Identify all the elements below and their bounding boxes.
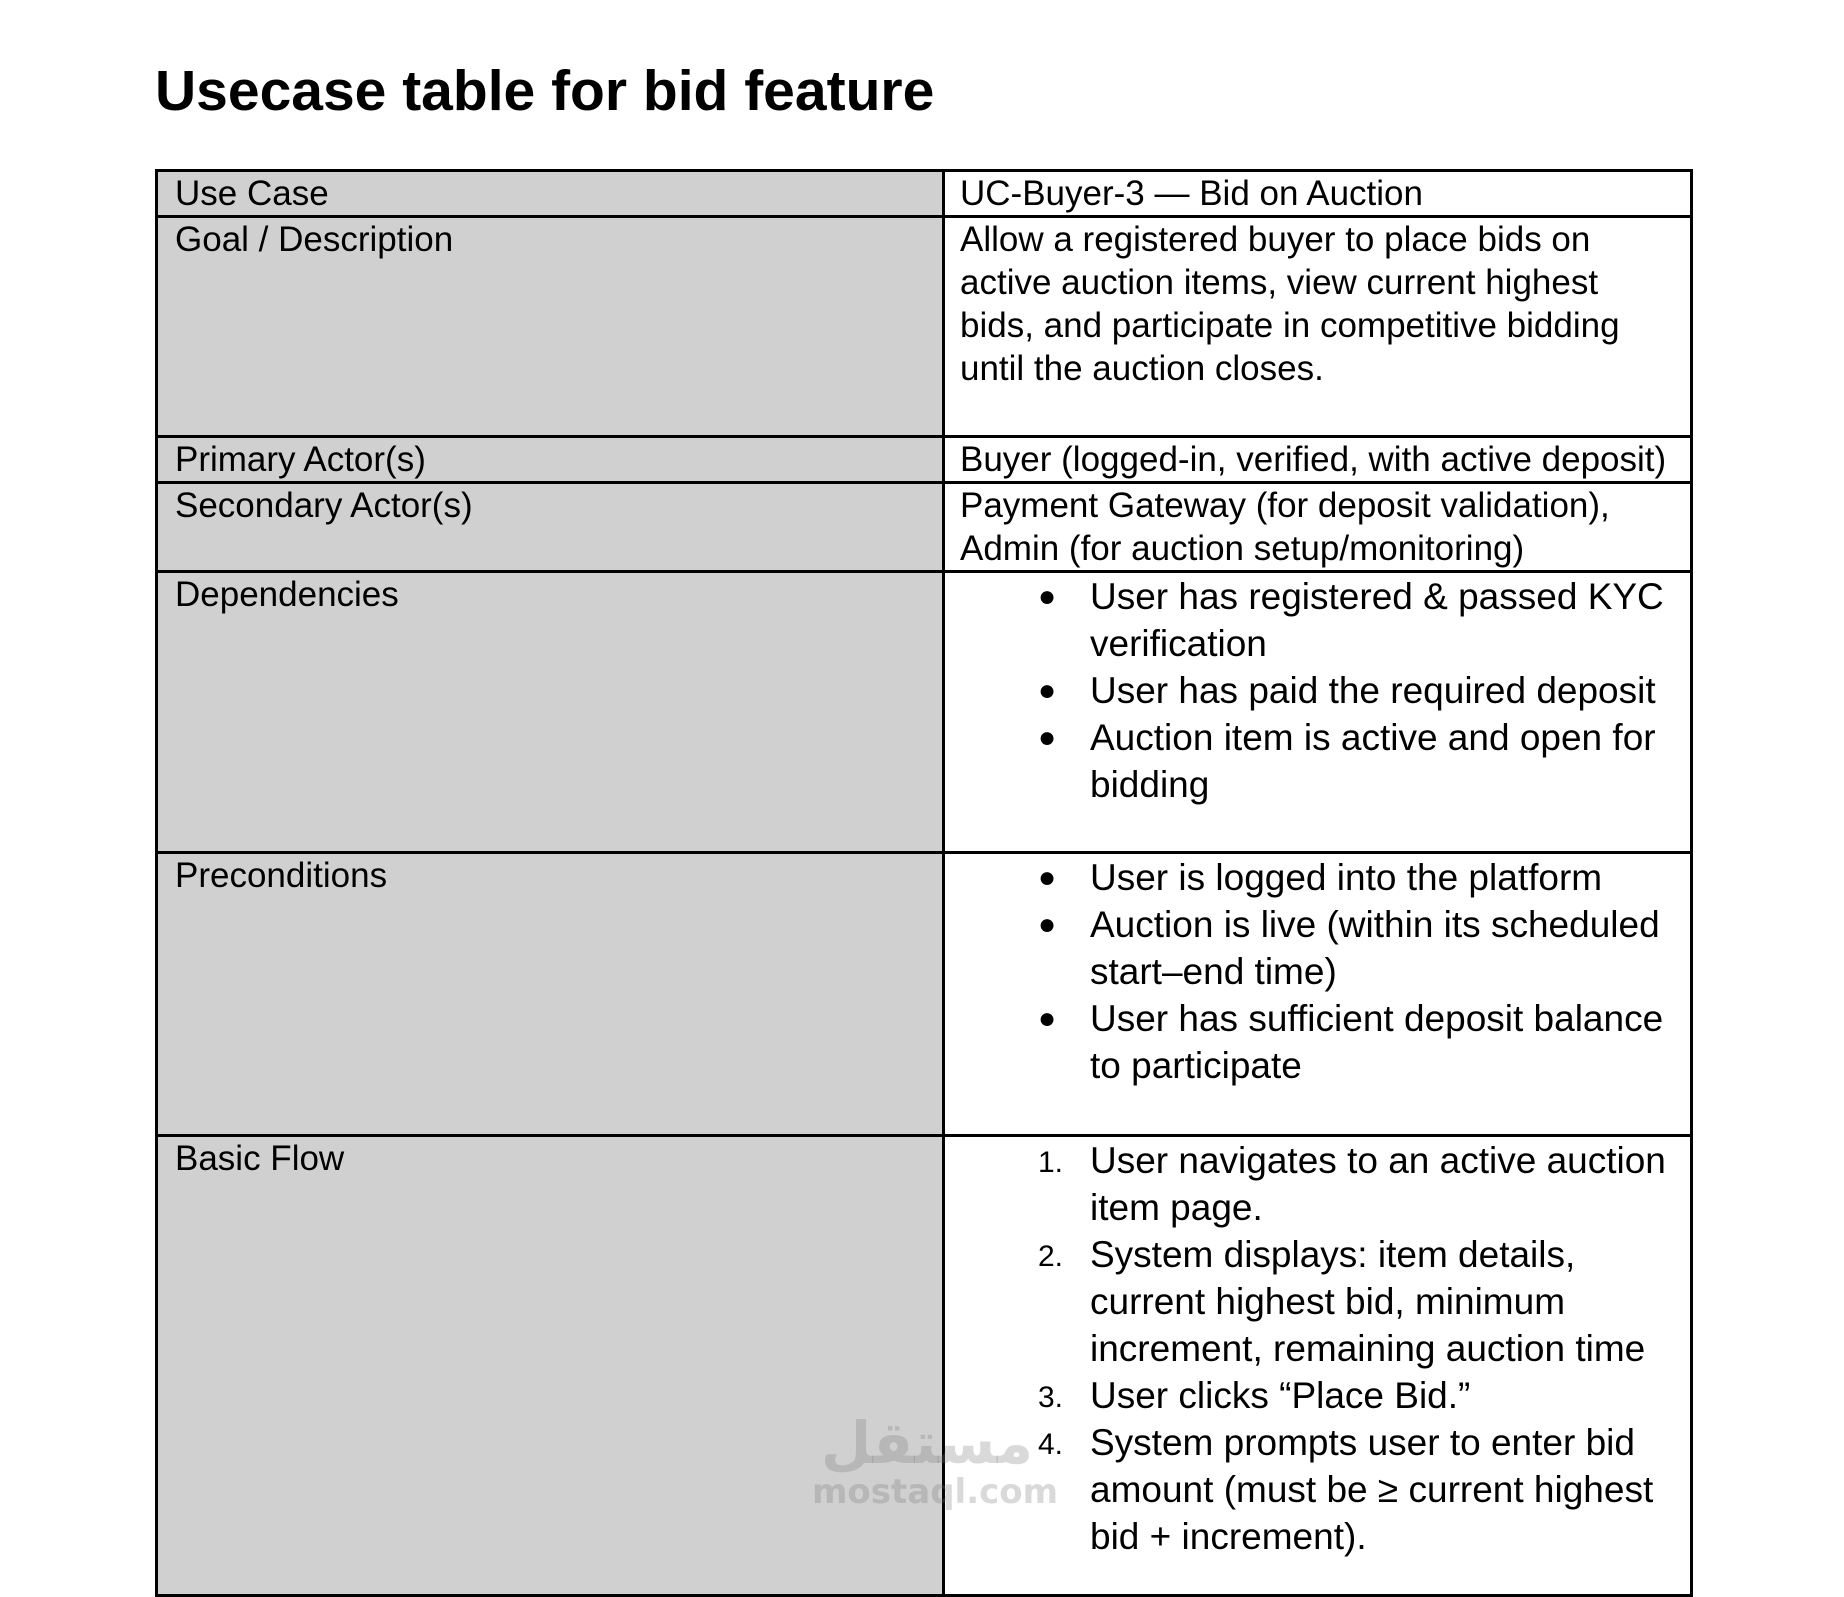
list-item: ● Auction item is active and open for bidding xyxy=(960,714,1676,808)
table-row-use-case xyxy=(157,171,1692,217)
list-item: ● User has paid the required deposit xyxy=(960,667,1676,714)
bullet-icon: ● xyxy=(1038,861,1057,894)
table-row-goal xyxy=(157,217,1692,437)
preconditions-list xyxy=(960,854,1676,1089)
row-value: UC-Buyer-3 — Bid on Auction xyxy=(944,171,1692,217)
basic-flow-list xyxy=(960,1137,1676,1560)
row-label: Use Case xyxy=(157,171,944,217)
watermark-logo: مستقل xyxy=(820,1409,1034,1477)
row-label: Secondary Actor(s) xyxy=(157,483,944,572)
row-value: Allow a registered buyer to place bids on active auction items, view current highest bids, and participate in competitive bidding until the auction closes. xyxy=(944,217,1692,437)
list-item: ● User has registered & passed KYC verification xyxy=(960,573,1676,667)
list-item: 2. System displays: item details, current highest bid, minimum increment, remaining auction time xyxy=(1038,1234,1646,1369)
list-item: ● User is logged into the platform xyxy=(960,854,1676,901)
row-value xyxy=(944,572,1692,853)
step-number: 1. xyxy=(1038,1146,1064,1179)
list-item: ● User has sufficient deposit balance to participate xyxy=(960,995,1676,1089)
row-label: Preconditions xyxy=(157,853,944,1136)
step-number: 3. xyxy=(1038,1381,1064,1414)
bullet-icon: ● xyxy=(1038,908,1057,941)
step-number: 2. xyxy=(1038,1240,1064,1273)
table-row-primary-actor xyxy=(157,437,1692,483)
table-row-preconditions xyxy=(157,853,1692,1136)
table-row-dependencies xyxy=(157,572,1692,853)
row-label: Basic Flow xyxy=(157,1136,944,1596)
row-value xyxy=(944,1136,1692,1596)
document-title: Usecase table for bid feature xyxy=(155,59,935,123)
bullet-icon: ● xyxy=(1038,580,1057,613)
row-label: Goal / Description xyxy=(157,217,944,437)
step-number: 4. xyxy=(1038,1428,1064,1461)
table-row-basic-flow xyxy=(157,1136,1692,1596)
bullet-icon: ● xyxy=(1038,1002,1057,1035)
row-label: Dependencies xyxy=(157,572,944,853)
table-row-secondary-actor xyxy=(157,483,1692,572)
row-value xyxy=(944,853,1692,1136)
list-item: 3. User clicks “Place Bid.” xyxy=(960,1372,1676,1419)
usecase-table xyxy=(155,169,1693,1597)
dependencies-list xyxy=(960,573,1676,808)
bullet-icon: ● xyxy=(1038,721,1057,754)
row-value: Buyer (logged-in, verified, with active deposit) xyxy=(944,437,1692,483)
watermark-url: mostaql.com xyxy=(812,1472,1059,1512)
bullet-icon: ● xyxy=(1038,674,1057,707)
list-item: 4. System prompts user to enter bid amount (must be ≥ current highest bid + increment). xyxy=(1038,1422,1654,1557)
row-value: Payment Gateway (for deposit validation), Admin (for auction setup/monitoring) xyxy=(944,483,1692,572)
list-item: 1. User navigates to an active auction item page. xyxy=(1038,1140,1666,1228)
row-label: Primary Actor(s) xyxy=(157,437,944,483)
list-item: ● Auction is live (within its scheduled start–end time) xyxy=(960,901,1676,995)
